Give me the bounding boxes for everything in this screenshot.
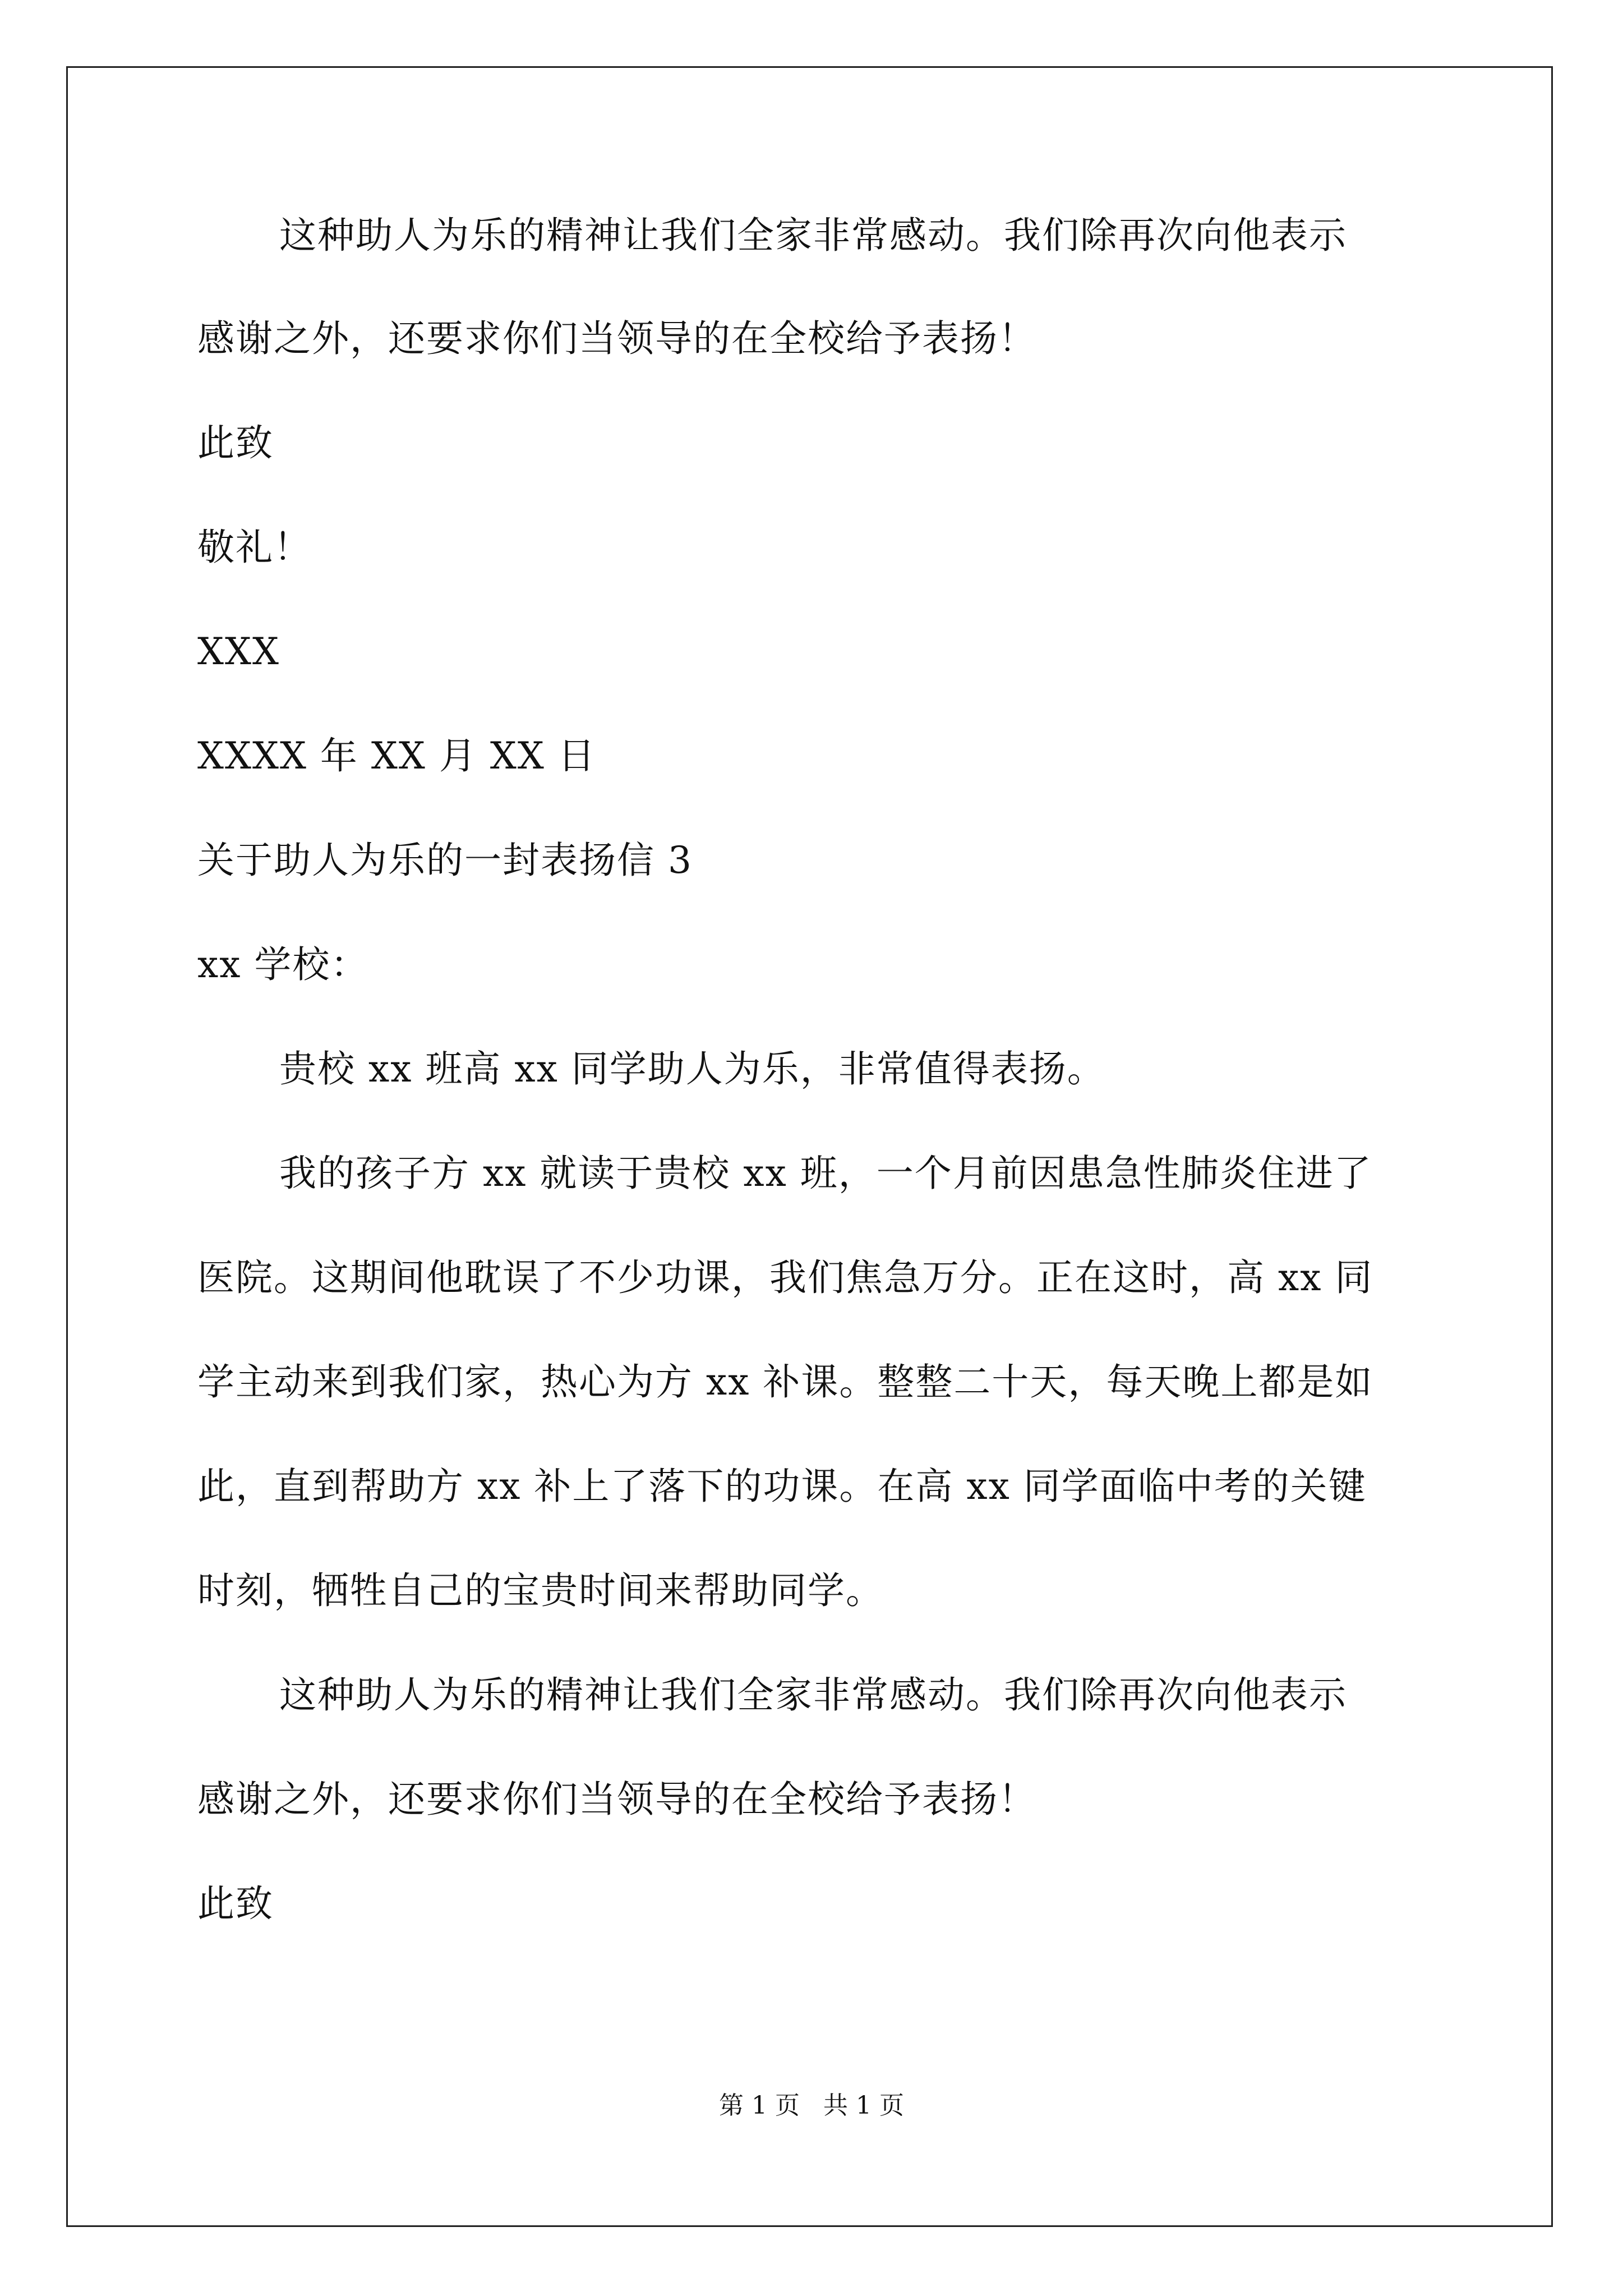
- letter-addressee: xx 学校：: [197, 943, 369, 986]
- closing-salutation: 此致: [197, 1882, 274, 1925]
- paragraph-line: 此，直到帮助方 xx 补上了落下的功课。在高 xx 同学面临中考的关键: [197, 1465, 1367, 1508]
- page-border: [66, 66, 1553, 2227]
- paragraph-line: 感谢之外，还要求你们当领导的在全校给予表扬！: [197, 1778, 1036, 1821]
- closing-salutation: 此致: [197, 421, 274, 464]
- signature-date: XXXX 年 XX 月 XX 日: [197, 734, 596, 777]
- letter-title: 关于助人为乐的一封表扬信 3: [197, 839, 693, 882]
- paragraph-line: 这种助人为乐的精神让我们全家非常感动。我们除再次向他表示: [279, 1673, 1347, 1717]
- closing-regards: 敬礼！: [197, 526, 312, 569]
- paragraph-line: 贵校 xx 班高 xx 同学助人为乐，非常值得表扬。: [279, 1047, 1105, 1091]
- paragraph-line: 学主动来到我们家，热心为方 xx 补课。整整二十天，每天晚上都是如: [197, 1360, 1373, 1404]
- paragraph-line: 时刻，牺牲自己的宝贵时间来帮助同学。: [197, 1569, 884, 1612]
- paragraph-line: 我的孩子方 xx 就读于贵校 xx 班，一个月前因患急性肺炎住进了: [279, 1152, 1372, 1195]
- signature-name: XXX: [197, 630, 280, 673]
- paragraph-line: 这种助人为乐的精神让我们全家非常感动。我们除再次向他表示: [279, 214, 1347, 257]
- paragraph-line: 感谢之外，还要求你们当领导的在全校给予表扬！: [197, 317, 1036, 360]
- page-footer: 第 1 页 共 1 页: [719, 2091, 904, 2120]
- paragraph-line: 医院。这期间他耽误了不少功课，我们焦急万分。正在这时，高 xx 同: [197, 1256, 1373, 1299]
